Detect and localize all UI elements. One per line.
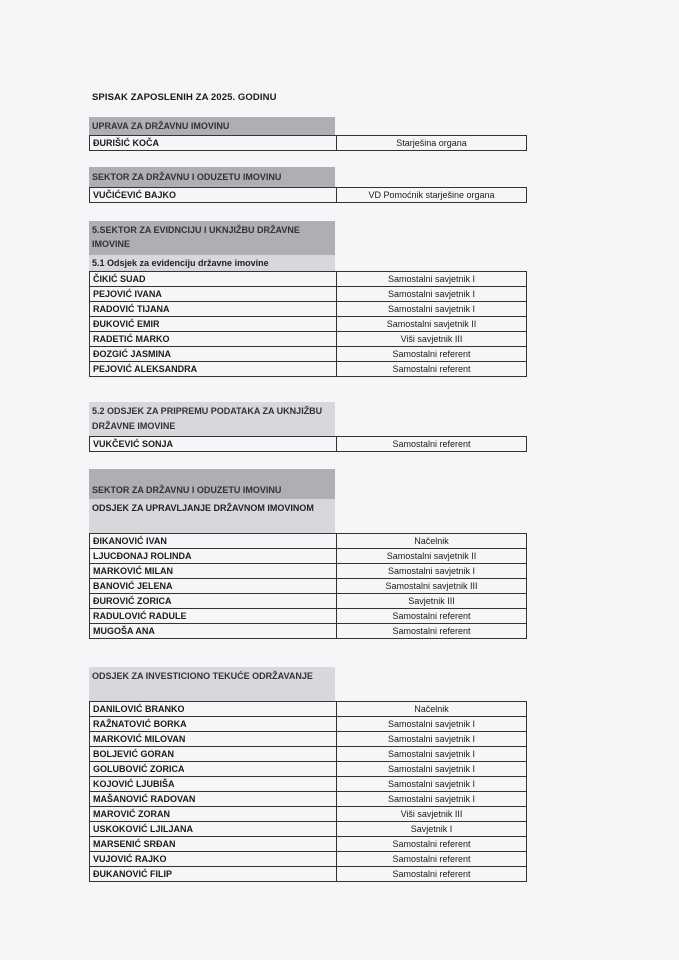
table-row bbox=[90, 609, 527, 624]
table-row bbox=[90, 362, 527, 377]
section-header: 5.2 ODSJEK ZA PRIPREMU PODATAKA ZA UKNJIŽBU DRŽAVNE IMOVINE bbox=[89, 402, 335, 436]
employee-position: Samostalni savjetnik I bbox=[337, 777, 527, 792]
employee-position: Samostalni savjetnik I bbox=[337, 272, 527, 287]
table-row bbox=[90, 852, 527, 867]
employee-name: ĐOZGIĆ JASMINA bbox=[90, 347, 337, 362]
employee-name: MAROVIĆ ZORAN bbox=[90, 807, 337, 822]
employee-name: PEJOVIĆ ALEKSANDRA bbox=[90, 362, 337, 377]
employee-name: PEJOVIĆ IVANA bbox=[90, 287, 337, 302]
employee-name: MAŠANOVIĆ RADOVAN bbox=[90, 792, 337, 807]
employee-name: ĐURIŠIĆ KOČA bbox=[90, 136, 337, 151]
table-row bbox=[90, 188, 527, 203]
employee-position: Samostalni referent bbox=[337, 609, 527, 624]
employee-table bbox=[89, 135, 527, 151]
employee-position: Samostalni savjetnik I bbox=[337, 564, 527, 579]
table-row bbox=[90, 792, 527, 807]
employee-position: Samostalni savjetnik I bbox=[337, 732, 527, 747]
table-row bbox=[90, 807, 527, 822]
employee-name: DANILOVIĆ BRANKO bbox=[90, 702, 337, 717]
employee-name: VUČIĆEVIĆ BAJKO bbox=[90, 188, 337, 203]
section-evidencija bbox=[89, 221, 527, 377]
table-row bbox=[90, 549, 527, 564]
employee-position: Samostalni referent bbox=[337, 437, 527, 452]
employee-position: Samostalni referent bbox=[337, 852, 527, 867]
section-header: 5.SEKTOR ZA EVIDNCIJU I UKNJIŽBU DRŽAVNE IMOVINE bbox=[89, 221, 335, 255]
employee-name: BOLJEVIĆ GORAN bbox=[90, 747, 337, 762]
employee-name: KOJOVIĆ LJUBIŠA bbox=[90, 777, 337, 792]
employee-name: BANOVIĆ JELENA bbox=[90, 579, 337, 594]
employee-table bbox=[89, 436, 527, 452]
employee-position: Načelnik bbox=[337, 702, 527, 717]
employee-name: ĐUROVIĆ ZORICA bbox=[90, 594, 337, 609]
employee-position: Samostalni referent bbox=[337, 624, 527, 639]
employee-table bbox=[89, 271, 527, 377]
section-investiciono-odrzavanje bbox=[89, 667, 527, 882]
employee-name: RAŽNATOVIĆ BORKA bbox=[90, 717, 337, 732]
employee-position: Viši savjetnik III bbox=[337, 332, 527, 347]
table-row bbox=[90, 747, 527, 762]
table-row bbox=[90, 302, 527, 317]
table-row bbox=[90, 564, 527, 579]
employee-table bbox=[89, 533, 527, 639]
table-row bbox=[90, 732, 527, 747]
table-row bbox=[90, 762, 527, 777]
section-header: SEKTOR ZA DRŽAVNU I ODUZETU IMOVINU bbox=[89, 469, 335, 499]
table-row bbox=[90, 624, 527, 639]
section-subheader: ODSJEK ZA UPRAVLJANJE DRŽAVNOM IMOVINOM bbox=[89, 499, 335, 533]
table-row bbox=[90, 136, 527, 151]
table-row bbox=[90, 717, 527, 732]
employee-name: VUKČEVIĆ SONJA bbox=[90, 437, 337, 452]
employee-position: Savjetnik I bbox=[337, 822, 527, 837]
table-row bbox=[90, 594, 527, 609]
employee-name: ĐUKANOVIĆ FILIP bbox=[90, 867, 337, 882]
section-sektor-drzavna-imovina bbox=[89, 167, 527, 203]
employee-position: Samostalni savjetnik I bbox=[337, 792, 527, 807]
employee-position: Samostalni savjetnik I bbox=[337, 717, 527, 732]
document-title: SPISAK ZAPOSLENIH ZA 2025. GODINU bbox=[92, 92, 277, 103]
employee-position: Samostalni savjetnik I bbox=[337, 287, 527, 302]
employee-position: Samostalni referent bbox=[337, 362, 527, 377]
employee-name: ĐUKOVIĆ EMIR bbox=[90, 317, 337, 332]
employee-name: MARKOVIĆ MILAN bbox=[90, 564, 337, 579]
employee-position: Viši savjetnik III bbox=[337, 807, 527, 822]
employee-position: Samostalni savjetnik II bbox=[337, 549, 527, 564]
table-row bbox=[90, 822, 527, 837]
table-row bbox=[90, 332, 527, 347]
employee-position: VD Pomoćnik starješine organa bbox=[337, 188, 527, 203]
table-row bbox=[90, 317, 527, 332]
employee-name: VUJOVIĆ RAJKO bbox=[90, 852, 337, 867]
table-row bbox=[90, 437, 527, 452]
table-row bbox=[90, 837, 527, 852]
table-row bbox=[90, 347, 527, 362]
employee-table bbox=[89, 187, 527, 203]
section-upravljanje-imovinom bbox=[89, 469, 527, 639]
employee-position: Načelnik bbox=[337, 534, 527, 549]
section-header: SEKTOR ZA DRŽAVNU I ODUZETU IMOVINU bbox=[89, 167, 335, 187]
table-row bbox=[90, 702, 527, 717]
section-header: UPRAVA ZA DRŽAVNU IMOVINU bbox=[89, 117, 335, 135]
section-subheader: 5.1 Odsjek za evidenciju državne imovine bbox=[89, 255, 335, 271]
employee-position: Samostalni savjetnik I bbox=[337, 302, 527, 317]
employee-position: Savjetnik III bbox=[337, 594, 527, 609]
employee-position: Samostalni savjetnik I bbox=[337, 762, 527, 777]
employee-name: RADOVIĆ TIJANA bbox=[90, 302, 337, 317]
table-row bbox=[90, 272, 527, 287]
table-row bbox=[90, 579, 527, 594]
employee-name: GOLUBOVIĆ ZORICA bbox=[90, 762, 337, 777]
section-uprava bbox=[89, 117, 527, 151]
table-row bbox=[90, 534, 527, 549]
employee-name: ČIKIĆ SUAD bbox=[90, 272, 337, 287]
employee-position: Samostalni savjetnik III bbox=[337, 579, 527, 594]
employee-name: USKOKOVIĆ LJILJANA bbox=[90, 822, 337, 837]
employee-position: Samostalni referent bbox=[337, 837, 527, 852]
employee-table bbox=[89, 701, 527, 882]
section-header: ODSJEK ZA INVESTICIONO TEKUĆE ODRŽAVANJE bbox=[89, 667, 335, 701]
employee-name: RADETIĆ MARKO bbox=[90, 332, 337, 347]
employee-name: LJUCĐONAJ ROLINDA bbox=[90, 549, 337, 564]
section-priprema-podataka bbox=[89, 402, 527, 452]
employee-name: ĐIKANOVIĆ IVAN bbox=[90, 534, 337, 549]
table-row bbox=[90, 867, 527, 882]
table-row bbox=[90, 287, 527, 302]
employee-position: Samostalni savjetnik I bbox=[337, 747, 527, 762]
employee-position: Starješina organa bbox=[337, 136, 527, 151]
employee-name: MARKOVIĆ MILOVAN bbox=[90, 732, 337, 747]
employee-name: RADULOVIĆ RADULE bbox=[90, 609, 337, 624]
employee-position: Samostalni savjetnik II bbox=[337, 317, 527, 332]
table-row bbox=[90, 777, 527, 792]
employee-name: MUGOŠA ANA bbox=[90, 624, 337, 639]
employee-position: Samostalni referent bbox=[337, 867, 527, 882]
employee-position: Samostalni referent bbox=[337, 347, 527, 362]
employee-name: MARSENIĆ SRĐAN bbox=[90, 837, 337, 852]
